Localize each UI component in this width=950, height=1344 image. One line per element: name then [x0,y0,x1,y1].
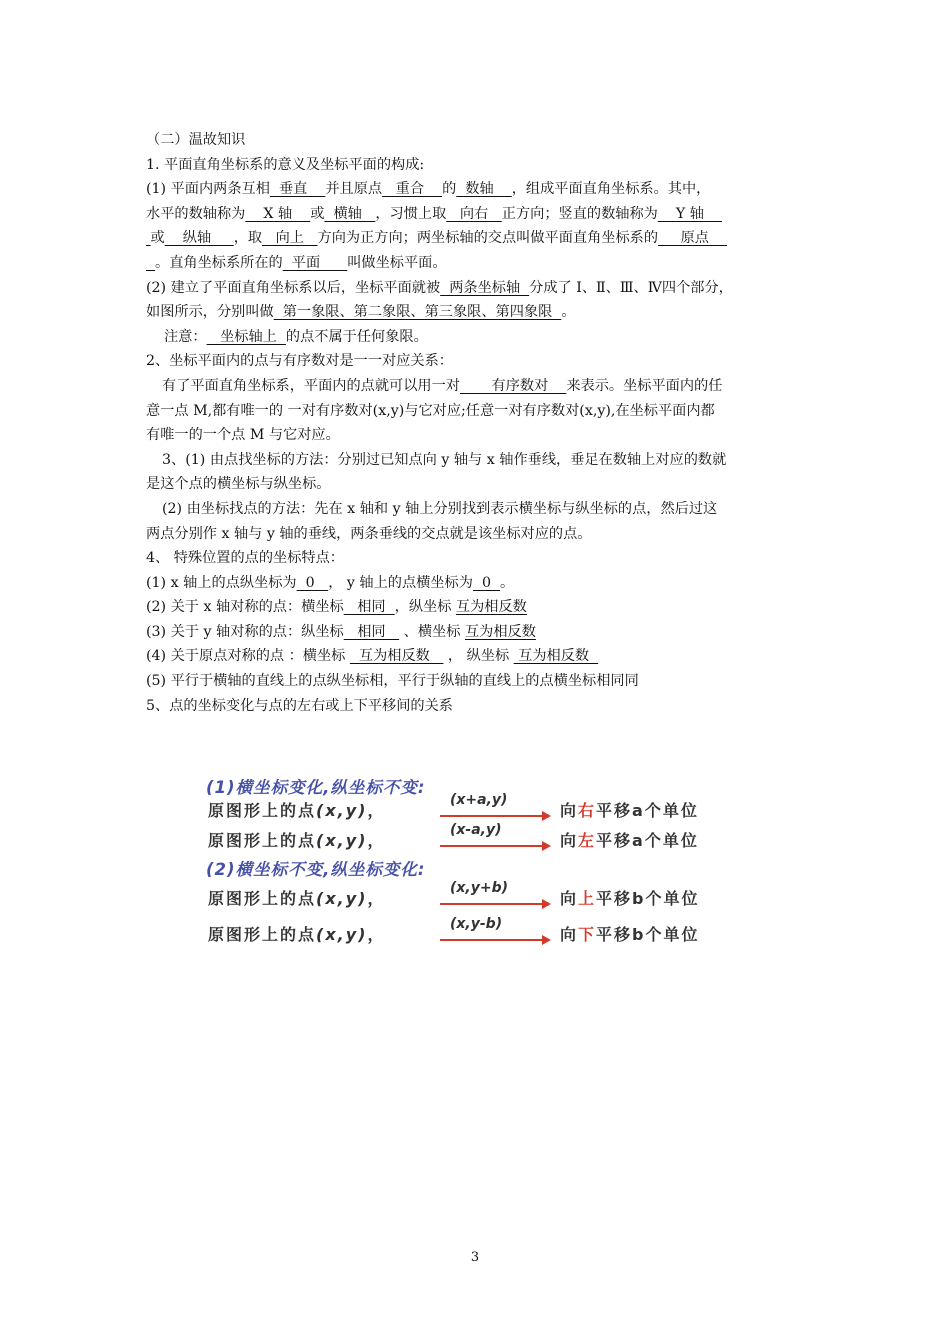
blank-answer: 0 [472,574,501,591]
arrow-head-icon [542,811,551,821]
text-line: (3) 关于 y 轴对称的点：纵坐标 相同 、横坐标 互为相反数 [146,623,536,640]
blank-answer: 相同 [343,623,400,640]
blank-answer: 第一象限、第二象限、第三象限、第四象限 [273,304,562,321]
row-result: 向右平移a个单位 [560,801,699,820]
blank-answer: 相同 [343,599,395,616]
text-line: 是这个点的横坐标与纵坐标。 [146,476,331,493]
arrow-head-icon [542,841,551,851]
text-line: 两点分别作 x 轴与 y 轴的垂线，两条垂线的交点就是该坐标对应的点。 [146,525,592,542]
topic-heading-2: 2、坐标平面内的点与有序数对是一一对应关系： [146,353,453,370]
blank-answer: 横轴 [324,205,376,222]
figure-heading-vertical: (2)横坐标不变,纵坐标变化: [206,860,426,879]
arrow [440,916,552,944]
blank-answer: 纵轴 [164,230,234,247]
text-line: 有了平面直角坐标系，平面内的点就可以用一对 有序数对 来表示。坐标平面内的任 [162,377,723,394]
arrow-label: (x,y+b) [450,880,509,896]
text-line: (1) 平面内两条互相 垂直 并且原点 重合 的 数轴 ，组成平面直角坐标系。其中， [146,181,711,198]
text-line: (2) 建立了平面直角坐标系以后，坐标平面就被 两条坐标轴 分成了 Ⅰ、Ⅱ、Ⅲ、Ⅳ四个部分， [146,279,733,296]
blank-answer: 原点 [658,230,727,247]
row-result: 向下平移b个单位 [560,925,700,944]
row-label: 原图形上的点(x,y)， [208,889,386,908]
text-line: (4) 关于原点对称的点 ：横坐标 互为相反数 ， 纵坐标 互为相反数 [146,648,599,665]
row-result: 向左平移a个单位 [560,831,699,850]
blank-answer: 有序数对 [459,377,567,394]
arrow-label: (x-a,y) [450,822,502,838]
topic-heading-3: 3、(1) 由点找坐标的方法：分别过已知点向 y 轴与 x 轴作垂线，垂足在数轴上对应的数就 [162,451,727,468]
row-label: 原图形上的点(x,y)， [208,925,386,944]
blank-answer: 两条坐标轴 [440,279,530,296]
blank-answer: 互为相反数 [455,599,527,616]
figure-row [208,880,728,910]
figure-row [208,792,728,822]
page-number: 3 [470,1250,480,1265]
blank-answer: 互为相反数 [513,648,599,665]
arrow [440,822,552,850]
blank-answer: 互为相反数 [349,648,444,665]
text-line: (5) 平行于横轴的直线上的点纵坐标相，平行于纵轴的直线上的点横坐标相同同 [146,673,639,690]
figure-row [208,822,728,852]
arrow-head-icon [542,899,551,909]
row-label: 原图形上的点(x,y)， [208,831,386,850]
arrow-head-icon [542,935,551,945]
blank-answer: 0 [296,574,329,591]
translation-figure [200,770,730,950]
text-line: 如图所示，分别叫做 第一象限、第二象限、第三象限、第四象限 。 [146,304,576,321]
text-line: (2) 关于 x 轴对称的点：横坐标 相同 ，纵坐标 互为相反数 [146,599,527,616]
text-line: 或 纵轴 ，取 向上 方向为正方向；两坐标轴的交点叫做平面直角坐标系的 原点 [150,230,727,247]
text-line: 有唯一的一个点 M 与它对应。 [146,427,340,444]
blank-answer: 坐标轴上 [206,328,286,345]
arrow [440,880,552,908]
figure-heading-horizontal: (1)横坐标变化,纵坐标不变: [206,778,426,797]
document-body [146,128,826,718]
text-line: (2) 由坐标找点的方法：先在 x 轴和 y 轴上分别找到表示横坐标与纵坐标的点，然后过这 [162,500,718,517]
arrow [440,792,552,820]
blank-answer: Y 轴 [657,205,722,222]
text-line: (1) x 轴上的点纵坐标为 0 ， y 轴上的点横坐标为 0 。 [146,574,515,591]
arrow-label: (x+a,y) [450,792,508,808]
text-line: 意一点 M,都有唯一的 一对有序数对(x,y)与它对应;任意一对有序数对(x,y),在坐标平面内都 [146,402,715,419]
blank-answer: 垂直 [269,181,326,198]
topic-heading-5: 5、点的坐标变化与点的左右或上下平移间的关系 [146,697,453,714]
blank-answer: X 轴 [245,205,311,222]
blank-answer: 数轴 [456,181,512,198]
figure-row [208,916,728,946]
arrow-label: (x,y-b) [450,916,503,932]
row-label: 原图形上的点(x,y)， [208,801,386,820]
text-line: 水平的数轴称为 X 轴 或 横轴 ，习惯上取 向右 正方向；竖直的数轴称为 Y 轴 [146,205,722,222]
row-result: 向上平移b个单位 [560,889,700,908]
blank-answer: 向上 [262,230,318,247]
note-line: 注意： 坐标轴上 的点不属于任何象限。 [164,328,428,345]
text-line: 。直角坐标系所在的 平面 叫做坐标平面。 [155,254,447,271]
blank-answer: 向右 [446,205,502,222]
section-heading: （二）温故知识 [146,132,246,148]
blank-answer: 互为相反数 [464,623,536,640]
topic-heading-1: 1. 平面直角坐标系的意义及坐标平面的构成: [146,156,425,173]
blank-answer: 重合 [382,181,443,198]
blank-answer: 平面 [282,254,348,271]
topic-heading-4: 4、 特殊位置的点的坐标特点： [146,550,344,567]
